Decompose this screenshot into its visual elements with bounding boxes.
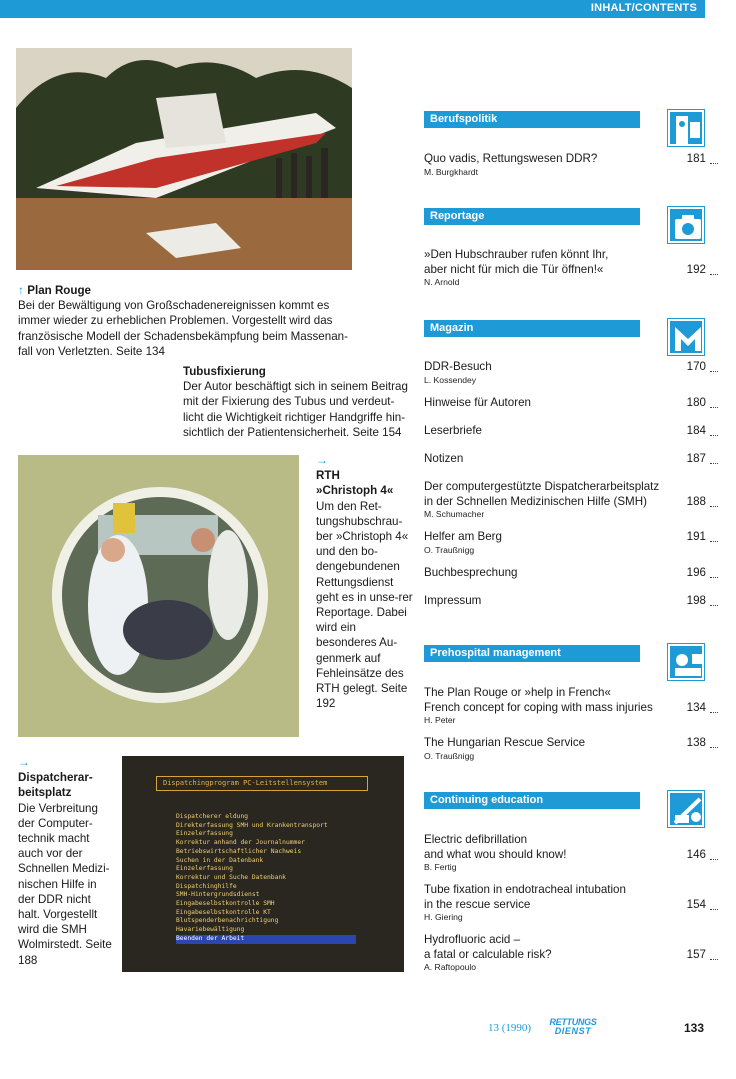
leader-line bbox=[710, 506, 718, 507]
menu-line: Einzelerfassung bbox=[176, 830, 233, 838]
footer-issue: 13 (1990) bbox=[488, 1022, 532, 1034]
entry-title: and what wou should know! bbox=[424, 847, 567, 861]
section-header-reportage: Reportage bbox=[424, 208, 640, 225]
education-icon bbox=[668, 791, 704, 827]
toc-entry[interactable] bbox=[424, 933, 706, 973]
toc-entry[interactable] bbox=[424, 736, 706, 762]
toc-entry[interactable] bbox=[424, 833, 706, 873]
screen-title: Dispatchingprogram PC-Leitstellensystem bbox=[156, 776, 368, 791]
toc-entry[interactable] bbox=[424, 396, 706, 411]
leader-line bbox=[710, 909, 718, 910]
entry-title: a fatal or calculable risk? bbox=[424, 947, 552, 961]
section-header-prehospital-management: Prehospital management bbox=[424, 645, 640, 662]
entry-title: Notizen bbox=[424, 452, 464, 465]
entry-page-number: 180 bbox=[686, 396, 706, 409]
toc-entry[interactable] bbox=[424, 424, 706, 439]
entry-page-number: 192 bbox=[686, 262, 706, 276]
menu-line: Beenden der Arbeit bbox=[176, 935, 356, 944]
dispatcher-heading-1: Dispatcherar- bbox=[18, 771, 93, 785]
toc-entry[interactable] bbox=[424, 686, 706, 726]
screen-menu bbox=[176, 813, 356, 953]
leader-line bbox=[710, 605, 718, 606]
entry-title: French concept for coping with mass injuries bbox=[424, 700, 653, 714]
leader-line bbox=[710, 959, 718, 960]
entry-author: A. Raftopoulo bbox=[424, 962, 477, 972]
menu-line: Direkterfassung SMH und Krankentransport bbox=[176, 821, 328, 829]
entry-author: B. Fertig bbox=[424, 862, 457, 872]
rth-text: Um den Ret-tungshubschrau-ber »Christoph 4« und den bo-dengebundenen Rettungsdienst geht es in unse-rer Reportage. Dabei wird ein besonderes Au-genmerk auf Fehleinsätze des RTH gelegt. Seite 192 bbox=[316, 499, 413, 711]
dispatcher-text: Die Verbreitung der Computer-technik macht auch vor der Schnellen Medizi-nischen Hilfe in der DDR nicht halt. Vorgestellt wird die SMH Wolmirstedt. Seite 188 bbox=[18, 801, 112, 967]
rth-heading-2: »Christoph 4« bbox=[316, 484, 394, 498]
leader-line bbox=[710, 859, 718, 860]
entry-page-number: 188 bbox=[686, 494, 706, 508]
section-header-continuing-education: Continuing education bbox=[424, 792, 640, 809]
entry-title: Impressum bbox=[424, 594, 482, 607]
entry-title: »Den Hubschrauber rufen könnt Ihr, bbox=[424, 248, 609, 261]
entry-title: Hinweise für Autoren bbox=[424, 396, 531, 409]
entry-page-number: 187 bbox=[686, 452, 706, 465]
entry-page-number: 134 bbox=[686, 700, 706, 714]
entry-page-number: 146 bbox=[686, 847, 706, 861]
menu-line: Dispatchinghilfe bbox=[176, 882, 237, 890]
entry-title: The Plan Rouge or »help in French« bbox=[424, 686, 611, 699]
health-policy-icon bbox=[668, 110, 704, 146]
entry-page-number: 157 bbox=[686, 947, 706, 961]
leader-line bbox=[710, 747, 718, 748]
entry-author: H. Peter bbox=[424, 715, 456, 725]
entry-title: DDR-Besuch bbox=[424, 360, 492, 373]
plan-rouge-block bbox=[18, 283, 358, 359]
toc-entry[interactable] bbox=[424, 594, 706, 609]
entry-page-number: 191 bbox=[686, 530, 706, 543]
menu-line: Korrektur anhand der Journalnummer bbox=[176, 839, 305, 847]
entry-page-number: 154 bbox=[686, 897, 706, 911]
entry-page-number: 181 bbox=[686, 152, 706, 165]
section-header-magazin: Magazin bbox=[424, 320, 640, 337]
logo-line-2: DIENST bbox=[554, 1026, 592, 1036]
menu-line: Blutspenderbenachrichtigung bbox=[176, 917, 279, 925]
entry-author: M. Burgkhardt bbox=[424, 166, 478, 177]
tubus-block bbox=[183, 364, 409, 440]
footer-logo bbox=[547, 1018, 599, 1036]
leader-line bbox=[710, 163, 718, 164]
entry-title: Der computergestützte Dispatcherarbeitsplatz bbox=[424, 480, 660, 493]
plan-rouge-text: Bei der Bewältigung von Großschadenereignissen kommt es immer wieder zu erheblichen Problemen. Vorgestellt wird das französische Modell der Schadensbekämpfung beim Massenan-fall von Verletzten. Seite 134 bbox=[18, 299, 348, 358]
entry-author: N. Arnold bbox=[424, 277, 460, 287]
tubus-text: Der Autor beschäftigt sich in seinem Beitrag mit der Fixierung des Tubus und verdeut-licht die Wichtigkeit richtiger Handgriffe hin-sichtlich der Patientensicherheit. Seite 154 bbox=[183, 380, 408, 439]
entry-page-number: 138 bbox=[686, 736, 706, 749]
rth-block bbox=[316, 453, 414, 711]
leader-line bbox=[710, 463, 718, 464]
entry-author: M. Schumacher bbox=[424, 509, 485, 519]
header-bar bbox=[0, 0, 705, 18]
entry-title: Leserbriefe bbox=[424, 424, 483, 437]
photo-helicopter-window bbox=[18, 455, 299, 737]
entry-title: Tube fixation in endotracheal intubation bbox=[424, 883, 626, 896]
entry-title: Quo vadis, Rettungswesen DDR? bbox=[424, 152, 598, 165]
menu-line: SMH-Hintergrundsdienst bbox=[176, 891, 260, 899]
menu-line: Betriebswirtschaftlicher Nachweis bbox=[176, 847, 302, 855]
entry-title: in der Schnellen Medizinischen Hilfe (SMH) bbox=[424, 494, 647, 508]
entry-page-number: 198 bbox=[686, 594, 706, 607]
toc-entry[interactable] bbox=[424, 248, 706, 288]
toc-entry[interactable] bbox=[424, 530, 706, 556]
entry-author: O. Traußnigg bbox=[424, 750, 475, 761]
entry-page-number: 196 bbox=[686, 566, 706, 579]
camera-icon bbox=[668, 207, 704, 243]
toc-entry[interactable] bbox=[424, 152, 706, 178]
leader-line bbox=[710, 712, 718, 713]
leader-line bbox=[710, 435, 718, 436]
leader-line bbox=[710, 541, 718, 542]
leader-line bbox=[710, 274, 718, 275]
header-label: INHALT/CONTENTS bbox=[590, 2, 697, 14]
menu-line: Eingabeselbstkontrolle SMH bbox=[176, 900, 275, 908]
dispatcher-heading-2: beitsplatz bbox=[18, 786, 72, 800]
logo-line-1: RETTUNGS bbox=[549, 1017, 597, 1027]
section-header-berufspolitik: Berufspolitik bbox=[424, 111, 640, 128]
arrow-up-icon: ↑ bbox=[18, 283, 24, 297]
rth-heading-1: RTH bbox=[316, 469, 340, 483]
toc-entry[interactable] bbox=[424, 480, 706, 520]
entry-title: The Hungarian Rescue Service bbox=[424, 736, 586, 749]
photo-dispatch-screen bbox=[122, 756, 404, 972]
entry-title: in the rescue service bbox=[424, 897, 531, 911]
dispatcher-block bbox=[18, 755, 114, 968]
menu-line: Eingabeselbstkontrolle KT bbox=[176, 908, 271, 916]
toc-entry[interactable] bbox=[424, 360, 706, 386]
entry-title: Buchbesprechung bbox=[424, 566, 518, 579]
leader-line bbox=[710, 577, 718, 578]
entry-author: O. Traußnigg bbox=[424, 544, 475, 555]
plan-rouge-heading: Plan Rouge bbox=[27, 284, 92, 297]
arrow-right-icon: → bbox=[18, 755, 30, 769]
entry-title: Electric defibrillation bbox=[424, 833, 528, 846]
entry-page-number: 170 bbox=[686, 360, 706, 373]
toc-entry[interactable] bbox=[424, 566, 706, 581]
leader-line bbox=[710, 407, 718, 408]
entry-title: Hydrofluoric acid – bbox=[424, 933, 521, 946]
arrow-right-icon: → bbox=[316, 453, 328, 467]
entry-title: aber nicht für mich die Tür öffnen!« bbox=[424, 262, 604, 276]
magazine-m-icon bbox=[668, 319, 704, 355]
menu-line: Dispatcherer eldung bbox=[176, 813, 249, 820]
menu-line: Havariebewältigung bbox=[176, 926, 245, 934]
tubus-heading: Tubusfixierung bbox=[183, 365, 266, 378]
menu-line: Suchen in der Datenbank bbox=[176, 856, 264, 864]
toc-entry[interactable] bbox=[424, 452, 706, 467]
entry-page-number: 184 bbox=[686, 424, 706, 437]
leader-line bbox=[710, 371, 718, 372]
prehospital-icon bbox=[668, 644, 704, 680]
toc-entry[interactable] bbox=[424, 883, 706, 923]
entry-author: H. Giering bbox=[424, 912, 463, 922]
entry-title: Helfer am Berg bbox=[424, 530, 502, 543]
menu-line: Korrektur und Suche Datenbank bbox=[176, 873, 286, 881]
photo-plane-wreck bbox=[16, 48, 352, 270]
page-number: 133 bbox=[684, 1021, 705, 1035]
menu-line: Einzelerfassung bbox=[176, 865, 233, 873]
entry-author: L. Kossendey bbox=[424, 374, 477, 385]
